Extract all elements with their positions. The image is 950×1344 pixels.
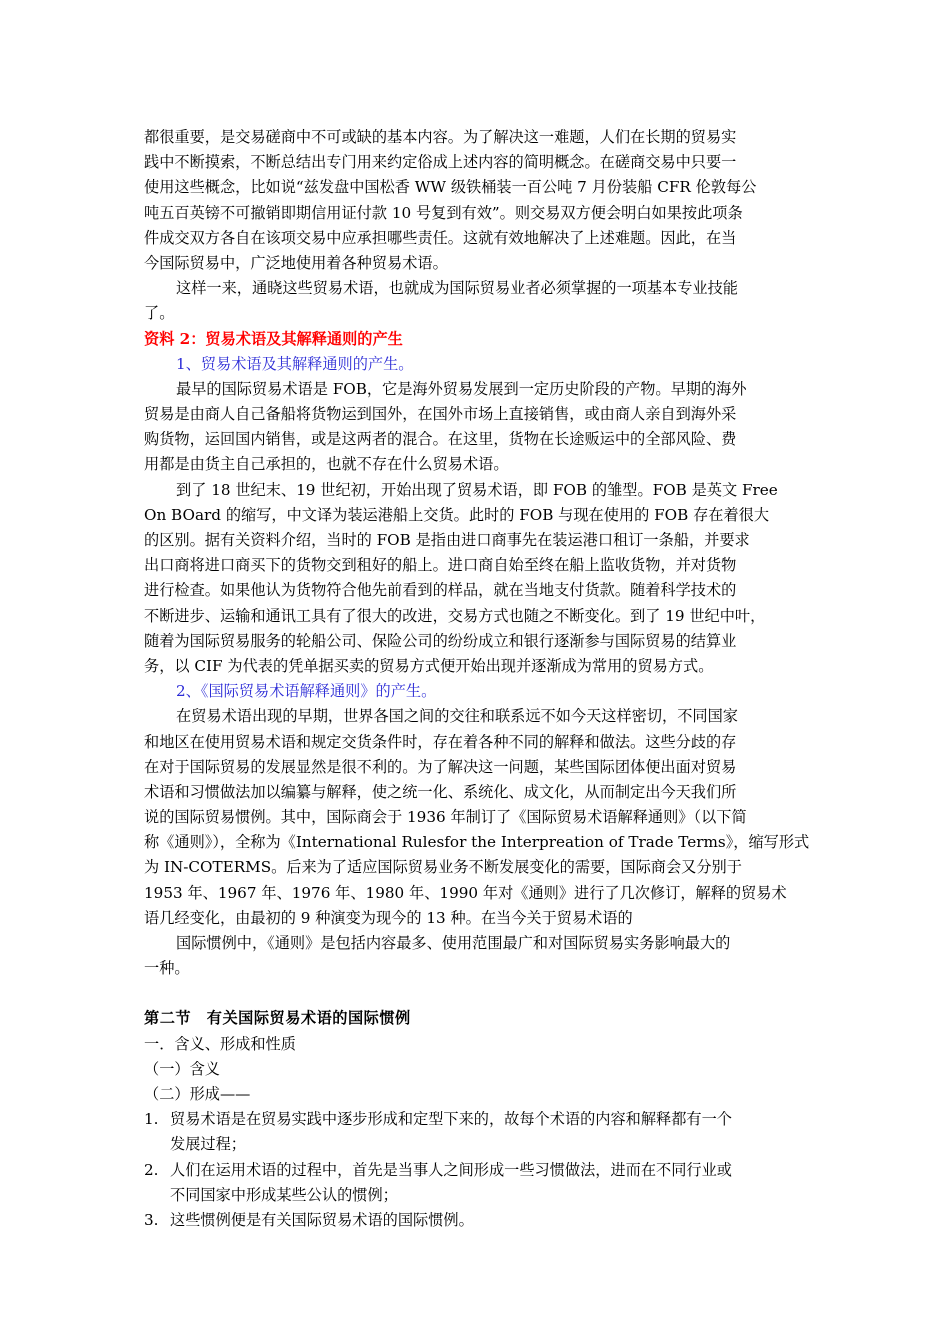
paragraph-incoterms [144,704,809,931]
text-line: 务，以 CIF 为代表的凭单据买卖的贸易方式便开始出现并逐渐成为常用的贸易方式。 [144,656,714,675]
list-text: 这些惯例便是有关国际贸易术语的国际惯例。 [170,1210,474,1229]
text-line: 都很重要，是交易磋商中不可或缺的基本内容。为了解决这一难题，人们在长期的贸易实 [144,128,737,146]
text-line: 为 IN-COTERMS。后来为了适应国际贸易业务不断发展变化的需要，国际商会又分别于 [144,858,742,877]
text-line: 件成交双方各自在该项交易中应承担哪些责任。这就有效地解决了上述难题。因此，在当 [144,228,737,247]
text-line: 称《通则》），全称为《International Rulesfor the Interpreation of Trade Terms》，缩写形式 [144,833,810,852]
list-number: 2. [144,1160,159,1179]
text-line: 了。 [144,304,175,323]
text-line: 到了 18 世纪末、19 世纪初，开始出现了贸易术语，即 FOB 的雏型。FOB 是英文 Free [176,480,778,499]
text-line: 1953 年、1967 年、1976 年、1980 年、1990 年对《通则》进行了几次修订，解释的贸易术 [144,883,787,902]
text-line: 出口商将进口商买下的货物交到租好的船上。进口商自始至终在船上监收货物，并对货物 [144,556,737,575]
text-line: 术语和习惯做法加以编纂与解释，使之统一化、系统化、成文化，从而制定出今天我们所 [144,782,737,801]
paragraph-skill [144,276,809,326]
text-line: 用都是由货主自己承担的，也就不存在什么贸易术语。 [144,455,509,474]
text-line: 在对于国际贸易的发展显然是很不利的。为了解决这一问题，某些国际团体便出面对贸易 [144,757,737,776]
list-number: 1. [144,1110,159,1129]
text-line: 践中不断摸索，不断总结出专门用来约定俗成上述内容的简明概念。在磋商交易中只要一 [144,153,737,172]
text-line: 和地区在使用贸易术语和规定交货条件时，存在着各种不同的解释和做法。这些分歧的存 [144,732,737,751]
text-line: 一种。 [144,959,190,978]
subheading-2: 2、《国际贸易术语解释通则》的产生。 [176,682,437,701]
text-line: 进行检查。如果他认为货物符合他先前看到的样品，就在当地支付货款。随着科学技术的 [144,581,737,600]
text-line: 购货物，运回国内销售，或是这两者的混合。在这里，货物在长途贩运中的全部风险、费 [144,430,737,449]
text-line: 吨五百英镑不可撤销即期信用证付款 10 号复到有效”。则交易双方便会明白如果按此项条 [144,203,743,222]
outline-subitem: （二）形成—— [144,1084,251,1103]
text-line: 国际惯例中，《通则》是包括内容最多、使用范围最广和对国际贸易实务影响最大的 [176,934,731,952]
text-line: On BOard 的缩写，中文译为装运港船上交货。此时的 FOB 与现在使用的 FOB 存在着很大 [144,505,770,524]
paragraph-intro [144,125,809,276]
list-item [144,1158,809,1208]
list-text: 贸易术语是在贸易实践中逐步形成和定型下来的，故每个术语的内容和解释都有一个 [170,1110,732,1129]
text-line: 说的国际贸易惯例。其中，国际商会于 1936 年制订了《国际贸易术语解释通则》（以下简 [144,808,747,827]
section-title: 第二节 有关国际贸易术语的国际惯例 [144,1009,411,1028]
text-line: 贸易是由商人自己备船将货物运到国外，在国外市场上直接销售，或由商人亲自到海外采 [144,405,737,424]
document-body [144,125,809,1233]
text-line: 这样一来，通晓这些贸易术语，也就成为国际贸易业者必须掌握的一项基本专业技能 [176,279,738,298]
subheading-1: 1、贸易术语及其解释通则的产生。 [176,354,414,373]
text-line: 使用这些概念，比如说“兹发盘中国松香 WW 级铁桶装一百公吨 7 月份装船 CFR 伦敦每公 [144,178,757,197]
list-text: 人们在运用术语的过程中，首先是当事人之间形成一些习惯做法，进而在不同行业或 [170,1160,732,1179]
numbered-list [144,1107,809,1233]
text-line: 随着为国际贸易服务的轮船公司、保险公司的纷纷成立和银行逐渐参与国际贸易的结算业 [144,631,737,650]
text-line: 最早的国际贸易术语是 FOB，它是海外贸易发展到一定历史阶段的产物。早期的海外 [176,379,747,398]
spacer [144,981,809,1006]
list-text: 不同国家中形成某些公认的惯例； [170,1185,398,1204]
list-text: 发展过程； [170,1135,246,1154]
outline-subitem: （一）含义 [144,1059,220,1078]
list-number: 3. [144,1210,159,1229]
material-heading: 资料 2：贸易术语及其解释通则的产生 [144,329,403,348]
list-item [144,1107,809,1157]
paragraph-conclusion [144,931,809,981]
text-line: 不断进步、运输和通讯工具有了很大的改进，交易方式也随之不断变化。到了 19 世纪中叶， [144,606,766,625]
text-line: 今国际贸易中，广泛地使用着各种贸易术语。 [144,253,448,272]
outline-item: 一．含义、形成和性质 [144,1034,296,1053]
paragraph-earliest-fob [144,377,809,478]
text-line: 语几经变化，由最初的 9 种演变为现今的 13 种。在当今关于贸易术语的 [144,908,633,927]
paragraph-fob-history [144,478,809,680]
list-item [144,1208,809,1233]
text-line: 在贸易术语出现的早期，世界各国之间的交往和联系远不如今天这样密切，不同国家 [176,707,738,726]
text-line: 的区别。据有关资料介绍，当时的 FOB 是指由进口商事先在装运港口租订一条船，并要求 [144,531,750,549]
